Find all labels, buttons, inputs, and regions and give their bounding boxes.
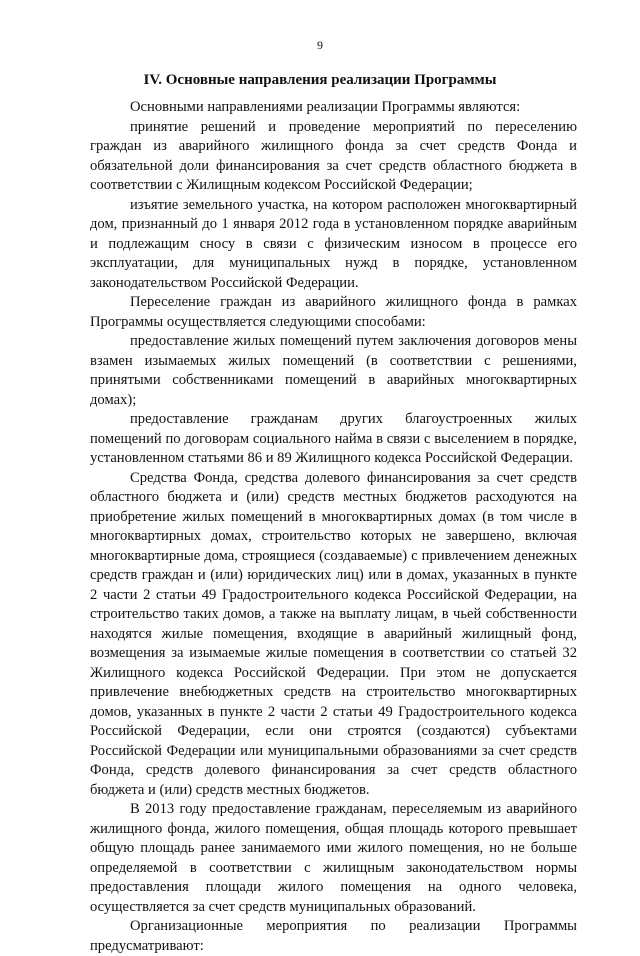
paragraph: изъятие земельного участка, на котором расположен многоквартирный дом, признанный до 1 января 2012 года в установленном порядке аварийным и подлежащим сносу в связи с физическим износом в процессе его эксплуатации, для муниципальных нужд в порядке, установленном законодательством Российской Федерации. [90,196,577,291]
paragraph: принятие решений и проведение мероприятий по переселению граждан из аварийного жилищного фонда за счет средств Фонда и обязательной доли финансирования за счет средств областного бюджета в соответствии с Жилищным кодексом Российской Федерации; [90,118,577,193]
page-number: 9 [317,38,323,52]
paragraph: Организационные мероприятия по реализации Программы предусматривают: [90,918,577,954]
section-heading: IV. Основные направления реализации Программы [143,72,497,88]
paragraph: Основными направлениями реализации Программы являются: [130,99,521,115]
paragraph: В 2013 году предоставление гражданам, переселяемым из аварийного жилищного фонда, жилого помещения, общая площадь которого превышает общую площадь ранее занимаемого ими жилого помещения, но не больше определяемой в соответствии с жилищным законодательством нормы предоставления площади жилого помещения на одного человека, осуществляется за счет средств муниципальных образований. [90,801,577,915]
paragraph: предоставление жилых помещений путем заключения договоров мены взамен изымаемых жилых помещений (в соответствии с решениями, принятыми собственниками помещений в аварийных многоквартирных домах); [90,333,577,408]
document-body [90,98,577,956]
paragraph: предоставление гражданам других благоустроенных жилых помещений по договорам социального найма в связи с выселением в порядке, установленном статьями 86 и 89 Жилищного кодекса Российской Федерации. [90,411,577,466]
paragraph: Средства Фонда, средства долевого финансирования за счет средств областного бюджета и (или) средств местных бюджетов расходуются на приобретение жилых помещений в многоквартирных домах (в том числе в многоквартирных домах, строительство которых не завершено, включая многоквартирные дома, строящиеся (создаваемые) с привлечением денежных средств граждан и (или) юридических лиц) или в домах, указанных в пункте 2 части 2 статьи 49 Градостроительного кодекса Российской Федерации, на строительство таких домов, а также на выплату лицам, в чьей собственности находятся жилые помещения, входящие в аварийный жилищный фонд, возмещения за изымаемые жилые помещения в соответствии со статьей 32 Жилищного кодекса Российской Федерации. При этом не допускается привлечение внебюджетных средств на строительство многоквартирных домов, указанных в пункте 2 части 2 статьи 49 Градостроительного кодекса Российской Федерации, если они строятся (создаются) субъектами Российской Федерации или муниципальными образованиями за счет средств Фонда, средств долевого финансирования за счет средств областного бюджета и (или) средств местных бюджетов. [90,469,577,798]
paragraph: Переселение граждан из аварийного жилищного фонда в рамках Программы осуществляется следующими способами: [90,294,577,330]
